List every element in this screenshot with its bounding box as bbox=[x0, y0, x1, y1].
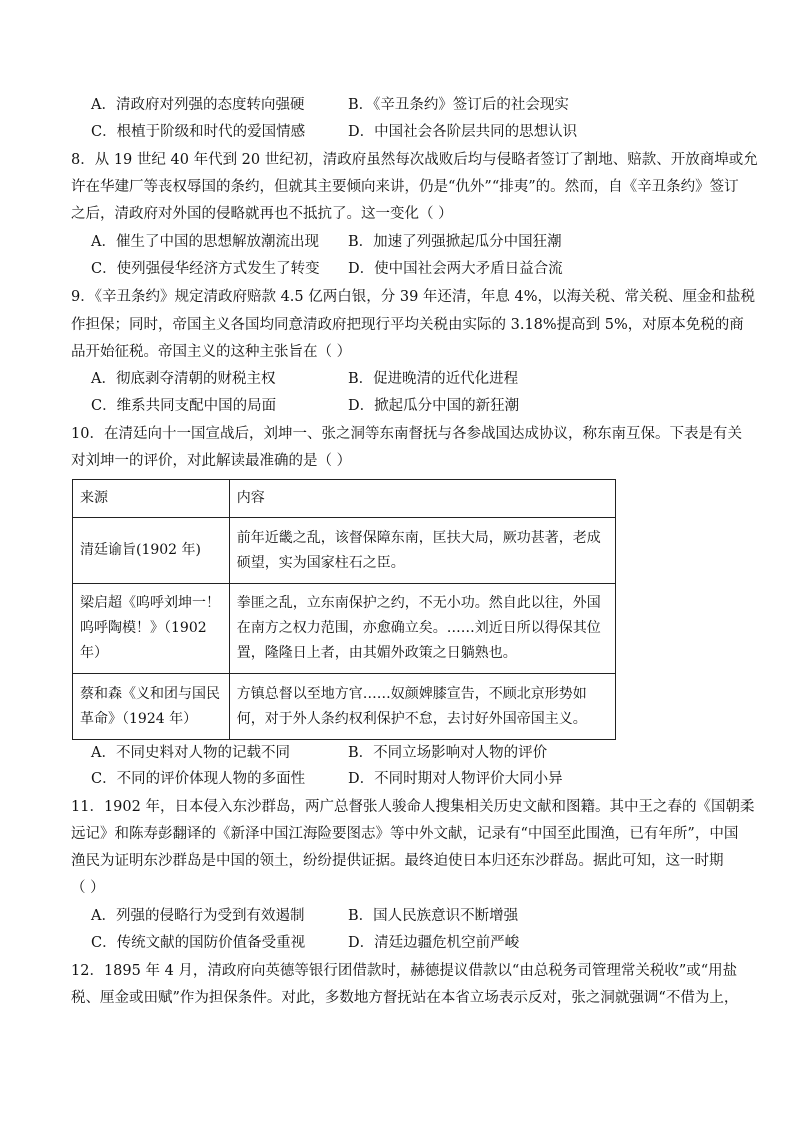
q9-option-b: B．促进晚清的近代化进程 bbox=[348, 371, 519, 387]
q11-option-b: B．国人民族意识不断增强 bbox=[348, 908, 519, 924]
cell-text-line: 置，隆隆日上者，由其媚外政策之日躺熟也。 bbox=[236, 645, 517, 661]
cell-text-line: 在南方之权力范围，亦愈确立矣。……刘近日所以得保其位 bbox=[236, 620, 601, 636]
q11-stem-line: 远记》和陈寿彭翻译的《新泽中国江海险要图志》等中外文献，记录有“中国至此围渔，已有年所”，中国 bbox=[71, 826, 739, 842]
q10-option-d: D．不同时期对人物评价大同小异 bbox=[348, 771, 563, 787]
q9-stem-line: 9．《辛丑条约》规定清政府赔款 4.5 亿两白银，分 39 年还清，年息 4%，以海关税、常关税、厘金和盐税 bbox=[71, 289, 756, 305]
q11-stem-line: 渔民为证明东沙群岛是中国的领土，纷纷提供证据。最终迫使日本归还东沙群岛。据此可知，这一时期 bbox=[71, 853, 724, 869]
cell-text-line: 蔡和森《义和团与国民 bbox=[80, 685, 220, 702]
q10-option-b: B．不同立场影响对人物的评价 bbox=[348, 745, 548, 761]
table-row bbox=[73, 584, 616, 674]
q10-stem-line: 10．在清廷向十一国宣战后，刘坤一、张之洞等东南督抚与各参战国达成协议，称东南互保。下表是有关 bbox=[71, 426, 742, 442]
q10-stem-line: 对刘坤一的评价，对此解读最准确的是（ ） bbox=[71, 453, 352, 469]
q7-option-d: D．中国社会各阶层共同的思想认识 bbox=[348, 124, 578, 140]
q12-stem-line: 税、厘金或田赋”作为担保条件。对此，多数地方督抚站在本省立场表示反对，张之洞就强调“不借为上， bbox=[71, 990, 739, 1006]
q9-stem-line: 作担保；同时，帝国主义各国均同意清政府把现行平均关税由实际的 3.18%提高到 5%，对原本免税的商 bbox=[71, 317, 744, 333]
q8-stem-line: 之后，清政府对外国的侵略就再也不抵抗了。这一变化（ ） bbox=[71, 206, 453, 222]
q11-option-d: D．清廷边疆危机空前严峻 bbox=[348, 935, 520, 951]
q11-stem-line: （ ） bbox=[71, 880, 105, 896]
q8-stem-line: 8．从 19 世纪 40 年代到 20 世纪初，清政府虽然每次战败后均与侵略者签订了割地、赔款、开放商埠或允 bbox=[71, 152, 758, 168]
q12-stem-line: 12．1895 年 4 月，清政府向英德等银行团借款时，赫德提议借款以“由总税务司管理常关税收”或“用盐 bbox=[71, 963, 738, 979]
cell-text-line: 方镇总督以至地方官……奴颜婢膝宣告，不顾北京形势如 bbox=[236, 685, 587, 702]
cell-text-line: 硕望，实为国家柱石之臣。 bbox=[236, 554, 405, 571]
cell-text-line: 拳匪之乱，立东南保护之约，不无小功。然自此以往，外国 bbox=[236, 595, 601, 611]
q9-option-d: D．掀起瓜分中国的新狂潮 bbox=[348, 398, 520, 414]
q9-option-a: A．彻底剥夺清朝的财税主权 bbox=[91, 371, 276, 387]
cell-text-line: 清廷谕旨(1902 年) bbox=[80, 542, 202, 558]
q9-option-c: C．维系共同支配中国的局面 bbox=[91, 398, 277, 414]
table-content-cell bbox=[229, 518, 615, 584]
table-row bbox=[73, 518, 616, 584]
cell-text-line: 呜呼陶模！》（1902 bbox=[80, 620, 207, 636]
q7-option-c: C．根植于阶级和时代的爱国情感 bbox=[91, 124, 306, 140]
table-source-cell bbox=[73, 518, 230, 584]
cell-text-line: 何，对于外人条约权利保护不怠，去讨好外国帝国主义。 bbox=[236, 710, 587, 727]
q11-option-c: C．传统文献的国防价值备受重视 bbox=[91, 935, 306, 951]
table-row bbox=[73, 674, 616, 740]
table-content-cell bbox=[229, 584, 615, 674]
cell-text-line: 革命》（1924 年） bbox=[80, 710, 198, 727]
table-source-cell bbox=[73, 584, 230, 674]
q8-option-a: A．催生了中国的思想解放潮流出现 bbox=[91, 234, 319, 250]
q10-option-c: C．不同的评价体现人物的多面性 bbox=[91, 771, 306, 787]
q7-option-a: A．清政府对列强的态度转向强硬 bbox=[91, 97, 305, 113]
cell-text-line: 梁启超《呜呼刘坤一！ bbox=[80, 595, 220, 611]
table-header-row bbox=[73, 480, 616, 518]
table-content-cell bbox=[229, 674, 615, 740]
q8-option-b: B．加速了列强掀起瓜分中国狂潮 bbox=[348, 234, 562, 250]
q8-option-c: C．使列强侵华经济方式发生了转变 bbox=[91, 261, 320, 277]
q11-option-a: A．列强的侵略行为受到有效遏制 bbox=[91, 908, 305, 924]
q7-option-b: B．《辛丑条约》签订后的社会现实 bbox=[348, 97, 569, 113]
table-source-cell bbox=[73, 674, 230, 740]
table-header-cell: 内容 bbox=[229, 480, 615, 518]
q8-option-d: D．使中国社会两大矛盾日益合流 bbox=[348, 261, 563, 277]
q8-stem-line: 许在华建厂等丧权辱国的条约，但就其主要倾向来讲，仍是“仇外”“排夷”的。然而，自《辛丑条约》签订 bbox=[71, 179, 739, 195]
q11-stem-line: 11．1902 年，日本侵入东沙群岛，两广总督张人骏命人搜集相关历史文献和图籍。其中王之春的《国朝柔 bbox=[71, 799, 755, 815]
cell-text-line: 年） bbox=[80, 645, 108, 661]
q9-stem-line: 品开始征税。帝国主义的这种主张旨在（ ） bbox=[71, 344, 352, 360]
source-table bbox=[72, 479, 616, 740]
table-header-cell: 来源 bbox=[73, 480, 230, 518]
q10-option-a: A．不同史料对人物的记载不同 bbox=[91, 745, 290, 761]
cell-text-line: 前年近畿之乱，该督保障东南，匡扶大局，厥功甚著，老成 bbox=[236, 529, 601, 546]
